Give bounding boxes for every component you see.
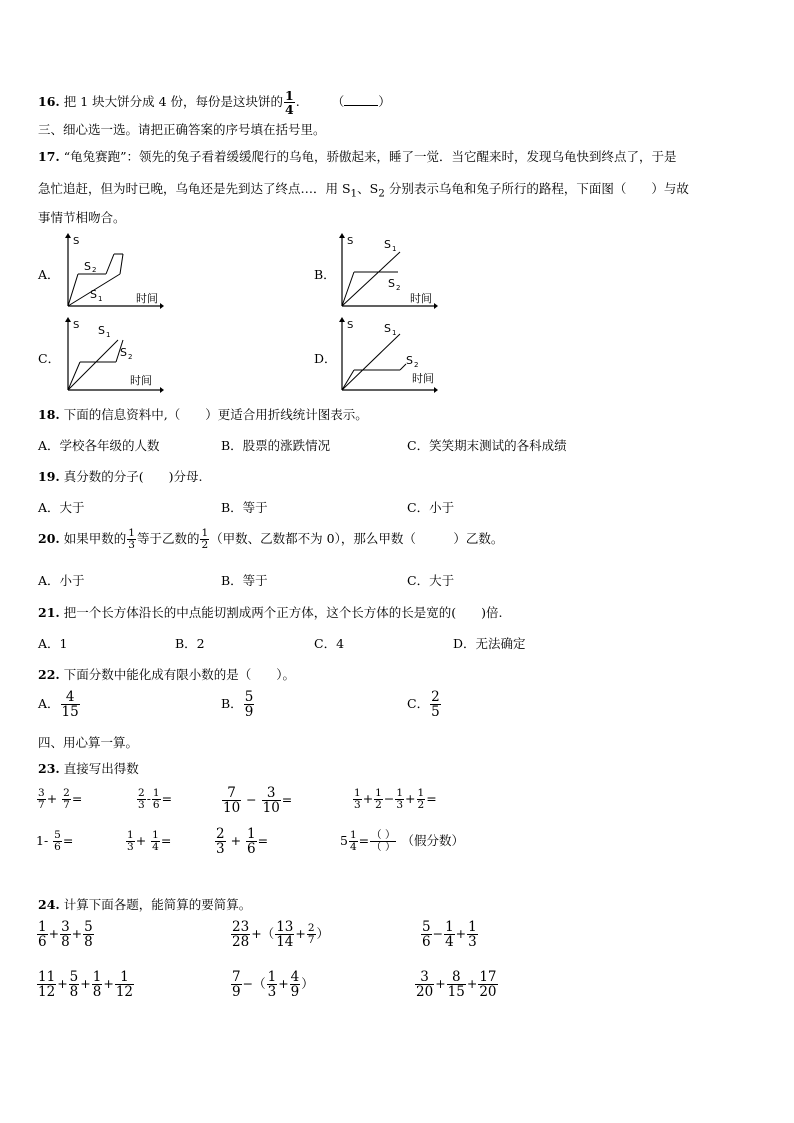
svg-text:时间: 时间	[136, 292, 158, 305]
question-17-line2: 急忙追赶，但为时已晚，乌龟还是先到达了终点…．用 $S_1$、$S_2$ 分别表示乌龟和兔子所行的路程，下面图（ ）与故	[38, 181, 689, 200]
svg-text:S: S	[347, 320, 354, 331]
svg-text:1: 1	[98, 295, 103, 303]
svg-text:S: S	[73, 320, 80, 331]
graph-option-c	[60, 316, 164, 396]
svg-text:2: 2	[396, 284, 401, 292]
question-18: 18. 下面的信息资料中,（ ）更适合用折线统计图表示。	[38, 407, 368, 422]
q23-expr-8: 5 $\frac{1}{4}$ = $\frac{( )}{( )}$ （假分数）	[340, 829, 464, 854]
q24-expr-1: $\frac{1}{6}$ + $\frac{3}{8}$ + $\frac{5}{8}$	[38, 919, 93, 951]
question-21: 21. 把一个长方体沿长的中点能切割成两个正方体，这个长方体的长是宽的( )倍.	[38, 605, 503, 620]
graph-option-b	[334, 232, 440, 312]
section-4-heading: 四、用心算一算。	[38, 735, 139, 750]
svg-text:时间: 时间	[130, 374, 152, 387]
svg-text:S: S	[384, 322, 391, 335]
option-d-label: D．	[314, 351, 337, 366]
svg-text:S: S	[347, 236, 354, 247]
svg-text:S: S	[384, 238, 391, 251]
question-17-line3: 事情节相吻合。	[38, 210, 126, 225]
q23-expr-4: $\frac{1}{3}$ + $\frac{1}{2}$ − $\frac{1}{3}$ + $\frac{1}{2}$ =	[354, 787, 437, 812]
svg-text:S: S	[73, 236, 80, 247]
q23-expr-3: $\frac{7}{10}$ − $\frac{3}{10}$ =	[223, 785, 293, 817]
svg-text:1: 1	[392, 245, 397, 253]
q19-option-c[interactable]: C．小于	[407, 500, 455, 515]
svg-text:时间: 时间	[410, 292, 432, 305]
q18-option-c[interactable]: C．笑笑期末测试的各科成绩	[407, 438, 567, 453]
q21-option-b[interactable]: B．2	[175, 636, 205, 651]
svg-text:S: S	[120, 346, 127, 359]
svg-text:1: 1	[392, 329, 397, 337]
fraction: $\frac{1}{2}$	[201, 527, 209, 552]
option-a-label: A．	[38, 267, 60, 282]
question-16: 16. 把 1 块大饼分成 4 份，每份是这块饼的 $\frac{1}{4}$ . （ ）	[38, 88, 391, 118]
q20-option-c[interactable]: C．大于	[407, 573, 455, 588]
svg-text:S: S	[388, 277, 395, 290]
svg-text:2: 2	[92, 266, 97, 274]
q19-option-b[interactable]: B．等于	[221, 500, 268, 515]
question-24: 24. 计算下面各题，能简算的要简算。	[38, 897, 252, 912]
q24-expr-3: $\frac{5}{6}$ − $\frac{1}{4}$ + $\frac{1}{3}$	[422, 919, 477, 951]
q23-expr-1: $\frac{3}{7}$ + $\frac{2}{7}$ =	[38, 787, 83, 812]
svg-text:2: 2	[128, 353, 133, 361]
q21-option-c[interactable]: C．4	[314, 636, 345, 651]
q20-option-a[interactable]: A．小于	[38, 573, 85, 588]
q23-expr-5: 1- $\frac{5}{6}$ =	[36, 829, 74, 854]
svg-text:S: S	[98, 324, 105, 337]
q24-expr-5: $\frac{7}{9}$ −（ $\frac{1}{3}$ + $\frac{4}{9}$ ）	[232, 969, 314, 1001]
fraction: $\frac{1}{3}$	[128, 527, 135, 552]
question-19: 19. 真分数的分子( )分母.	[38, 469, 203, 484]
q23-expr-6: $\frac{1}{3}$ + $\frac{1}{4}$ =	[127, 829, 172, 854]
graph-option-d	[334, 316, 440, 396]
q24-expr-6: $\frac{3}{20}$ + $\frac{8}{15}$ + $\frac{17}{20}$	[416, 969, 497, 1001]
q21-option-a[interactable]: A．1	[38, 636, 68, 651]
q24-expr-4: $\frac{11}{12}$ + $\frac{5}{8}$ + $\frac{1}{8}$ + $\frac{1}{12}$	[38, 969, 134, 1001]
q22-option-c[interactable]: C． $\frac{2}{5}$	[407, 689, 440, 721]
q18-option-b[interactable]: B．股票的涨跌情况	[221, 438, 331, 453]
q18-option-a[interactable]: A．学校各年级的人数	[38, 438, 160, 453]
answer-blank[interactable]	[344, 105, 378, 106]
q24-expr-2: $\frac{23}{28}$ +（ $\frac{13}{14}$ + $\frac{2}{7}$ ）	[232, 919, 330, 951]
option-b-label: B．	[314, 267, 336, 282]
q20-option-b[interactable]: B．等于	[221, 573, 268, 588]
question-22: 22. 下面分数中能化成有限小数的是（ ）。	[38, 667, 295, 682]
svg-text:2: 2	[414, 361, 419, 369]
svg-text:时间: 时间	[412, 372, 434, 385]
graph-option-a	[60, 232, 164, 312]
q23-expr-2: $\frac{2}{3}$ - $\frac{1}{6}$ =	[138, 787, 173, 812]
q21-option-d[interactable]: D．无法确定	[453, 636, 526, 651]
section-3-heading: 三、细心选一选。请把正确答案的序号填在括号里。	[38, 122, 326, 137]
question-23: 23. 直接写出得数	[38, 761, 139, 776]
q23-expr-7: $\frac{2}{3}$ + $\frac{1}{6}$ =	[216, 826, 269, 858]
svg-text:1: 1	[106, 331, 111, 339]
fraction: $\frac{1}{4}$	[285, 88, 294, 118]
q22-option-b[interactable]: B． $\frac{5}{9}$	[221, 689, 254, 721]
svg-text:S: S	[90, 288, 97, 301]
svg-text:S: S	[84, 260, 91, 273]
question-20: 20. 如果甲数的 $\frac{1}{3}$ 等于乙数的 $\frac{1}{2}$ （甲数、乙数都不为 0），那么甲数（ ）乙数。	[38, 527, 504, 552]
svg-text:S: S	[406, 354, 413, 367]
option-c-label: C．	[38, 351, 61, 366]
q22-option-a[interactable]: A． $\frac{4}{15}$	[38, 689, 79, 721]
question-17-line1: 17. “龟兔赛跑”：领先的兔子看着缓缓爬行的乌龟，骄傲起来，睡了一觉．当它醒来时，发现乌龟快到终点了，于是	[38, 149, 677, 164]
q19-option-a[interactable]: A．大于	[38, 500, 85, 515]
